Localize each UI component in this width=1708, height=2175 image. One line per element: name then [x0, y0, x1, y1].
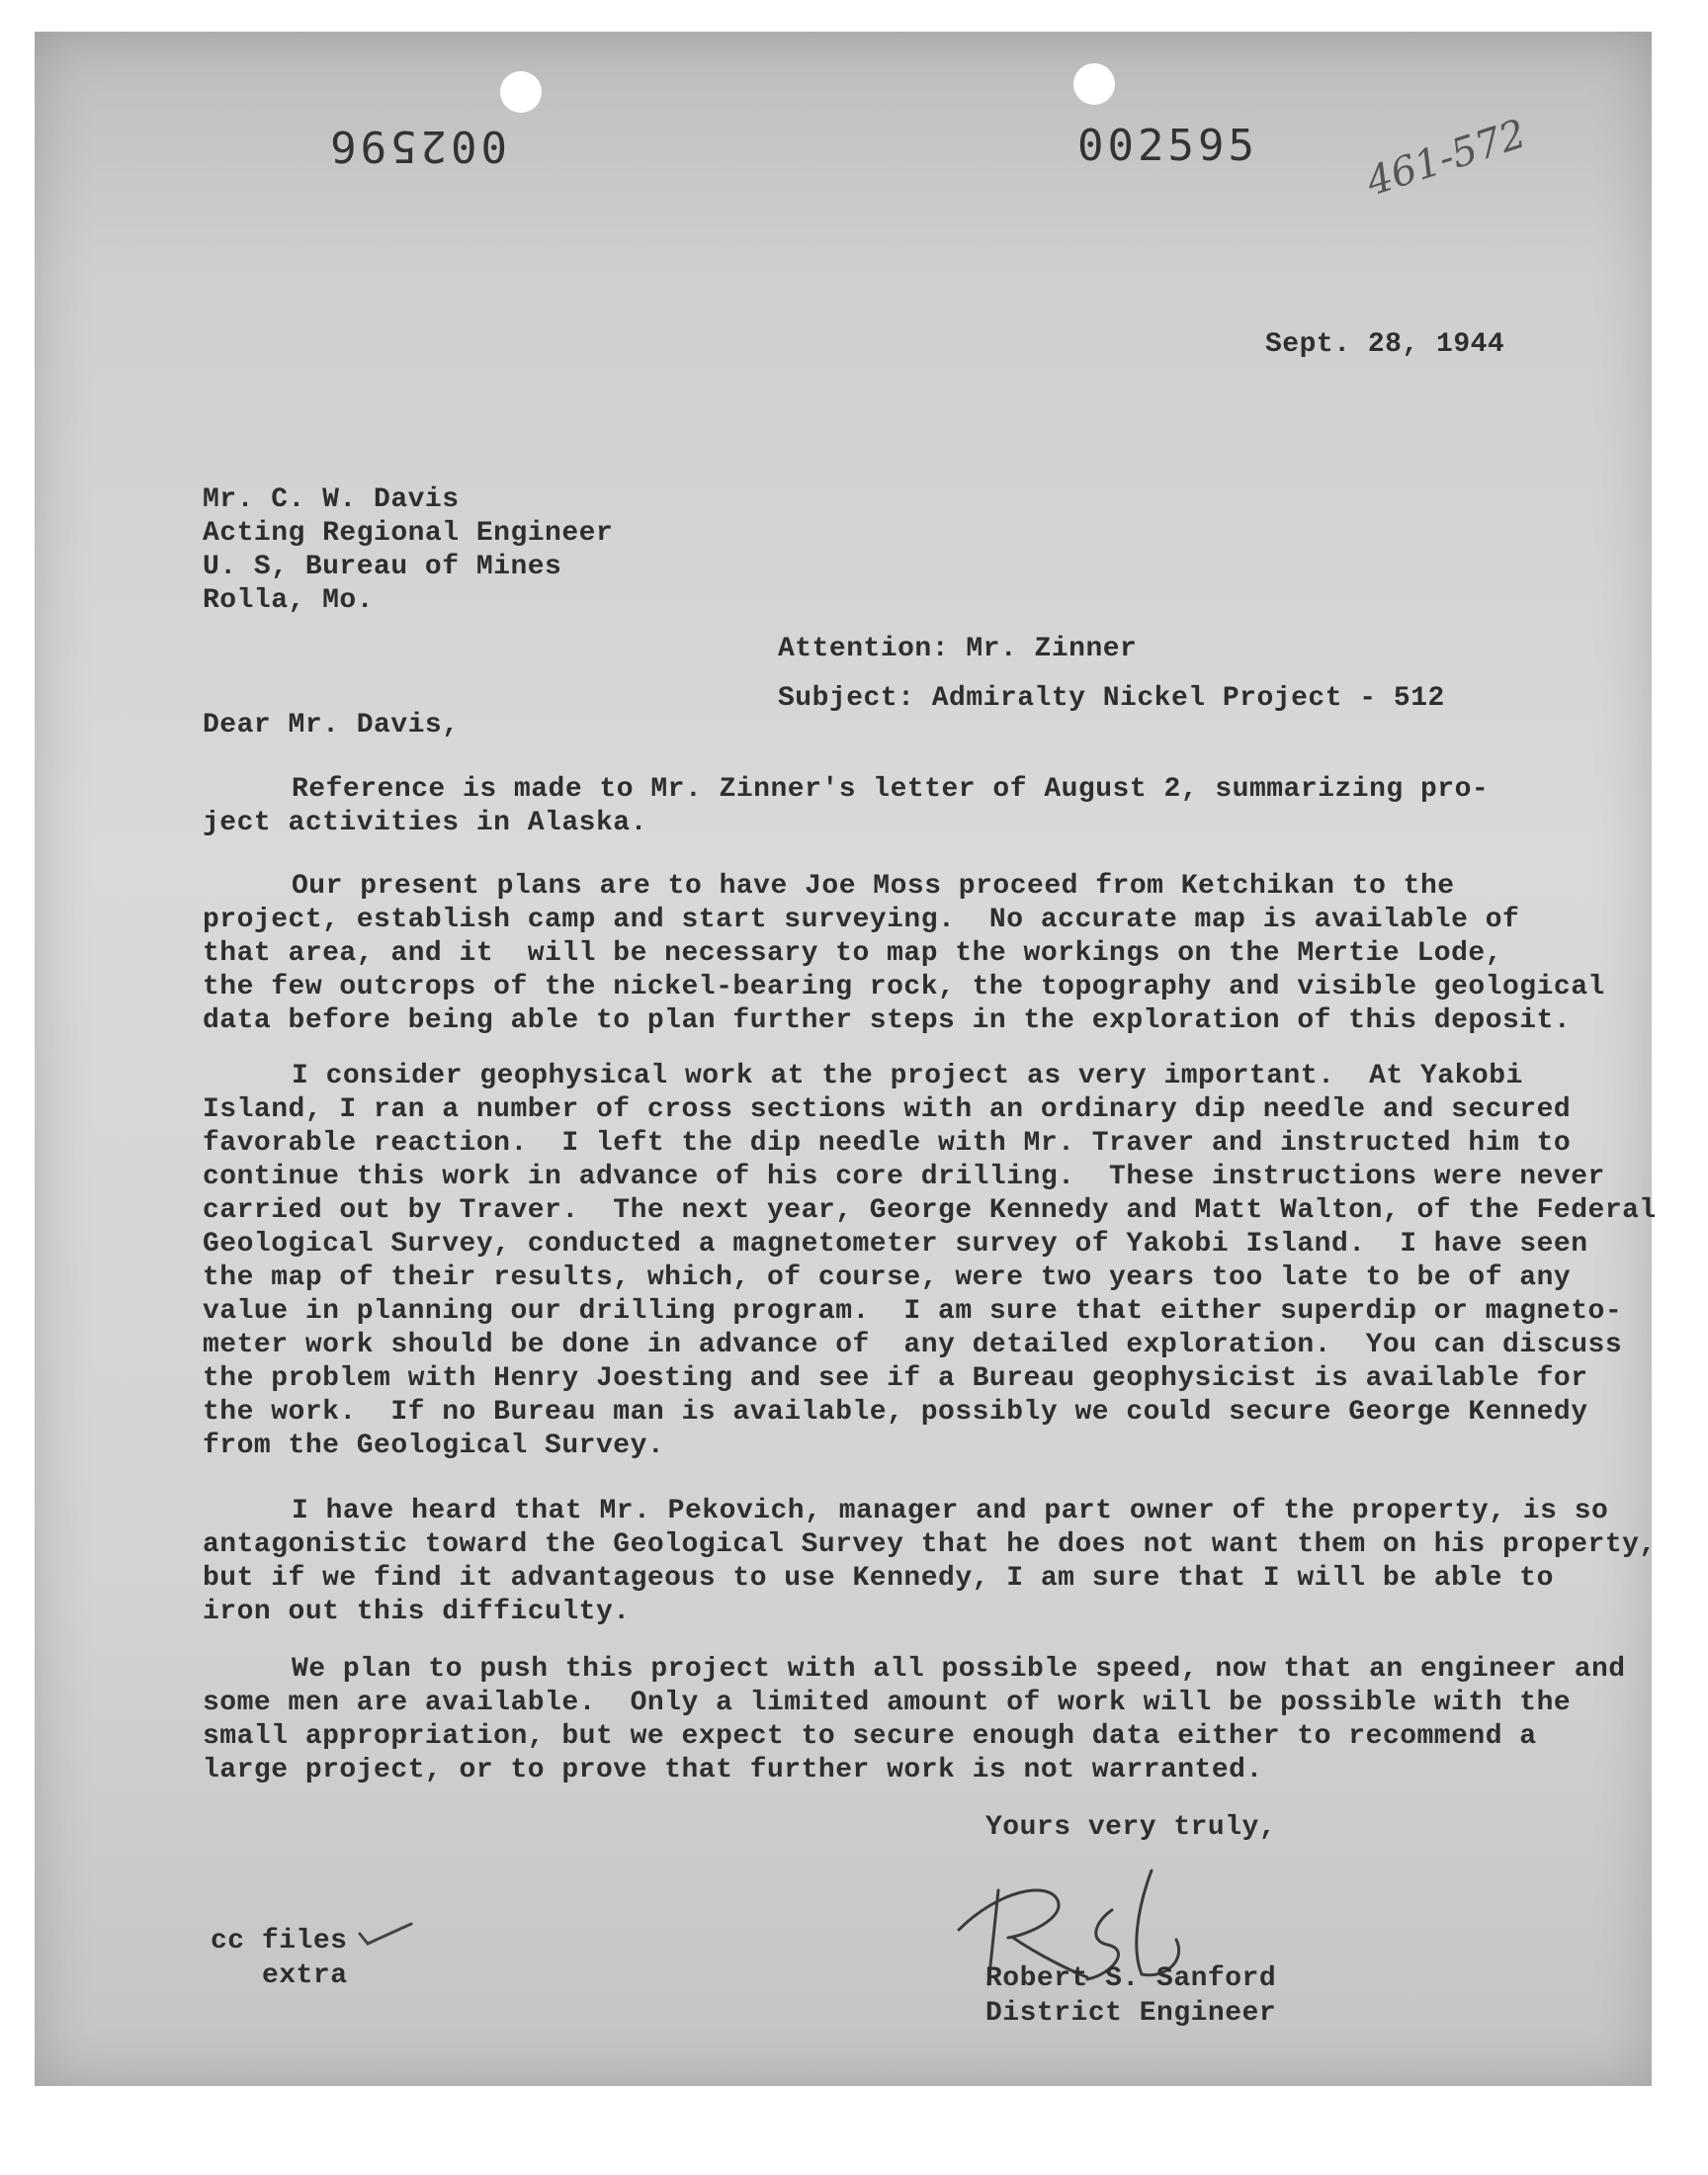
- body-line: I have heard that Mr. Pekovich, manager and part owner of the property, is so: [292, 1496, 1609, 1526]
- stamp-number-left: 002596: [326, 121, 507, 171]
- body-line: antagonistic toward the Geological Survey that he does not want them on his property,: [203, 1529, 1657, 1560]
- attention-line: Attention: Mr. Zinner: [778, 634, 1138, 664]
- page-bottom-margin: [0, 2086, 1708, 2175]
- letter-date: Sept. 28, 1944: [1265, 329, 1505, 360]
- cc-line: cc files: [211, 1926, 348, 1957]
- handwritten-file-number: 461-572: [1360, 111, 1532, 206]
- body-line: Our present plans are to have Joe Moss proceed from Ketchikan to the: [292, 871, 1455, 902]
- body-paragraph-2: [203, 870, 1606, 1038]
- body-line: but if we find it advantageous to use Kennedy, I am sure that I will be able to: [203, 1563, 1554, 1594]
- body-line: continue this work in advance of his core drilling. These instructions were never: [203, 1162, 1605, 1192]
- recipient-address: [203, 483, 613, 618]
- body-line: the map of their results, which, of course, were two years too late to be of any: [203, 1262, 1572, 1293]
- body-line: Island, I ran a number of cross sections with an ordinary dip needle and secured: [203, 1094, 1572, 1125]
- body-line: the work. If no Bureau man is available, possibly we could secure George Kennedy: [203, 1397, 1588, 1428]
- punch-hole-left: [500, 71, 542, 113]
- body-line: ject activities in Alaska.: [203, 808, 647, 838]
- body-line: We plan to push this project with all possible speed, now that an engineer and: [292, 1654, 1626, 1685]
- body-line: carried out by Traver. The next year, George Kennedy and Matt Walton, of the Federal: [203, 1195, 1657, 1226]
- body-line: meter work should be done in advance of any detailed exploration. You can discuss: [203, 1330, 1623, 1360]
- punch-hole-right: [1073, 63, 1115, 105]
- stamp-number-right: 002595: [1077, 121, 1258, 171]
- document-page: [35, 32, 1657, 2086]
- body-line: small appropriation, but we expect to secure enough data either to recommend a: [203, 1721, 1537, 1752]
- signer-name: Robert S. Sanford: [985, 1963, 1277, 1994]
- recipient-line: Mr. C. W. Davis: [203, 484, 460, 515]
- salutation: Dear Mr. Davis,: [203, 710, 460, 740]
- recipient-line: Rolla, Mo.: [203, 585, 375, 616]
- body-line: the few outcrops of the nickel-bearing rock, the topography and visible geological: [203, 972, 1605, 1002]
- body-line: some men are available. Only a limited amount of work will be possible with the: [203, 1688, 1572, 1718]
- body-paragraph-5: [203, 1653, 1626, 1787]
- body-line: project, establish camp and start surveying. No accurate map is available of: [203, 905, 1520, 935]
- complimentary-close: Yours very truly,: [985, 1812, 1277, 1843]
- check-mark-icon: [356, 1920, 415, 1950]
- body-line: Geological Survey, conducted a magnetometer survey of Yakobi Island. I have seen: [203, 1229, 1588, 1260]
- body-line: Reference is made to Mr. Zinner's letter of August 2, summarizing pro-: [292, 774, 1490, 805]
- body-line: large project, or to prove that further work is not warranted.: [203, 1755, 1263, 1785]
- body-line: that area, and it will be necessary to map the workings on the Mertie Lode,: [203, 938, 1503, 969]
- subject-line: Subject: Admiralty Nickel Project - 512: [778, 683, 1445, 714]
- body-line: from the Geological Survey.: [203, 1431, 665, 1461]
- body-paragraph-1: [203, 773, 1606, 840]
- body-line: data before being able to plan further steps in the exploration of this deposit.: [203, 1005, 1572, 1036]
- body-line: the problem with Henry Joesting and see if a Bureau geophysicist is available for: [203, 1363, 1588, 1394]
- body-paragraph-4: [203, 1495, 1657, 1629]
- body-line: favorable reaction. I left the dip needle with Mr. Traver and instructed him to: [203, 1128, 1572, 1159]
- body-paragraph-3: [203, 1060, 1657, 1463]
- body-line: I consider geophysical work at the project as very important. At Yakobi: [292, 1061, 1523, 1091]
- cc-extra-line: extra: [262, 1960, 348, 1991]
- recipient-line: Acting Regional Engineer: [203, 518, 614, 549]
- body-line: value in planning our drilling program. I am sure that either superdip or magneto-: [203, 1296, 1623, 1327]
- body-line: iron out this difficulty.: [203, 1597, 631, 1627]
- signer-title: District Engineer: [985, 1998, 1277, 2029]
- recipient-line: U. S, Bureau of Mines: [203, 552, 562, 582]
